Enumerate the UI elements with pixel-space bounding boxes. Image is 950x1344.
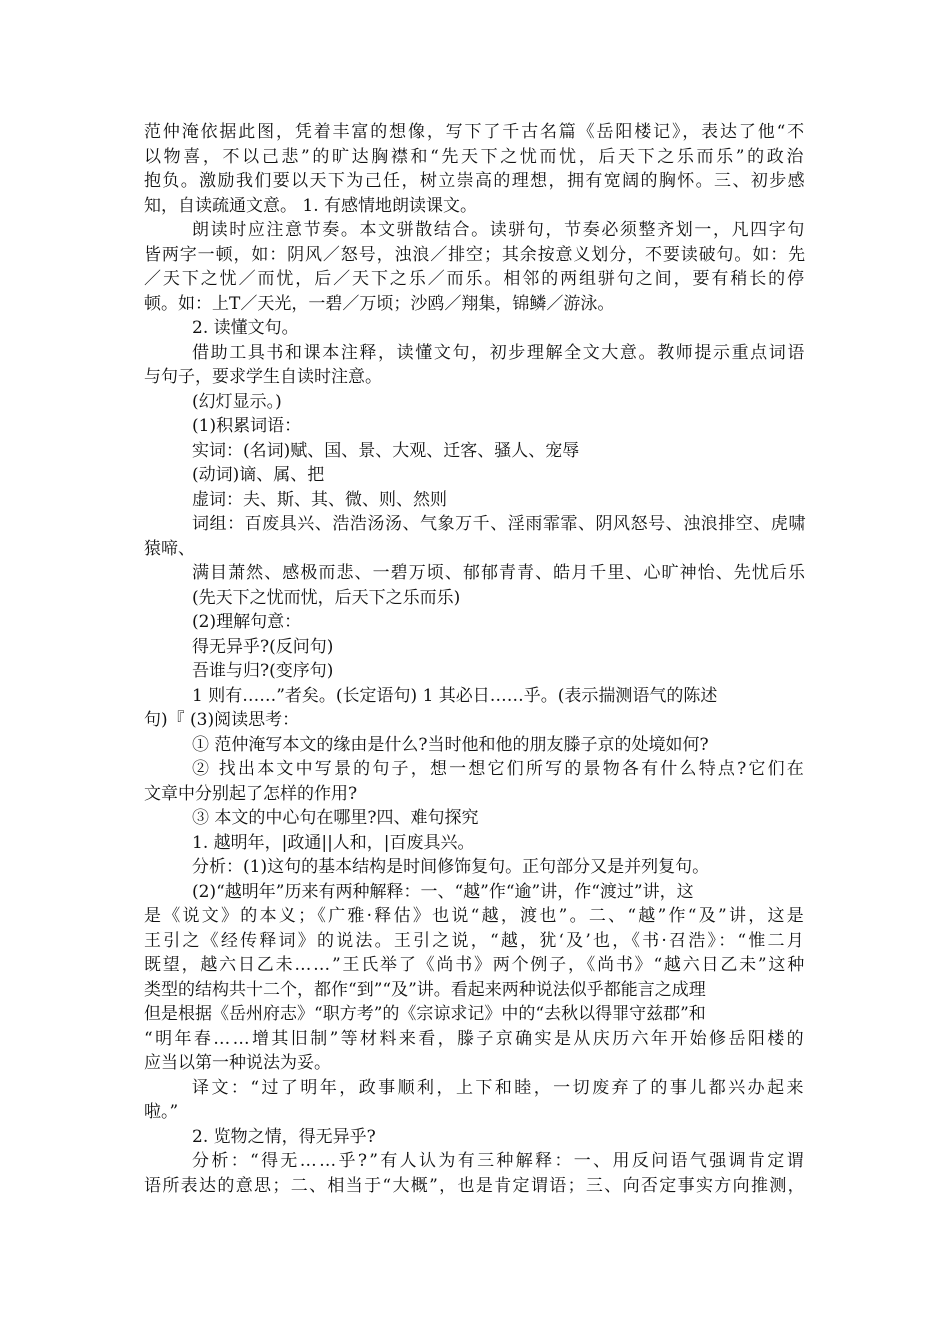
- text-line: (先天下之忧而忧，后天下之乐而乐): [192, 587, 461, 608]
- text-line: ① 范仲淹写本文的缘由是什么?当时他和他的朋友滕子京的处境如何?: [192, 734, 709, 755]
- text-line: “明年春……增其旧制”等材料来看，滕子京确实是从庆历六年开始修岳阳楼的: [144, 1028, 806, 1049]
- text-line: (幻灯显示。): [192, 391, 282, 412]
- text-line: 吾谁与归?(变序句): [192, 661, 334, 681]
- text-line: 类型的结构共十二个，都作“到”“及”讲。看起来两种说法似乎都能言之成理: [144, 979, 706, 1000]
- text-line: 以物喜，不以己悲”的旷达胸襟和“先天下之忧而忧，后天下之乐而乐”的政治: [144, 146, 806, 167]
- text-line: 满目萧然、感极而悲、一碧万顷、郁郁青青、皓月千里、心旷神怡、先忧后乐: [192, 563, 806, 583]
- text-line: 词组：百废具兴、浩浩汤汤、气象万千、淫雨霏霏、阴风怒号、浊浪排空、虎啸: [192, 514, 806, 534]
- text-line: 皆两字一顿，如：阴风／怒号，浊浪／排空；其余按意义划分，不要读破句。如：先: [144, 244, 806, 265]
- text-line: 与句子，要求学生自读时注意。: [144, 367, 382, 387]
- text-line: 2. 读懂文句。: [192, 318, 299, 338]
- text-line: 虚词：夫、斯、其、微、则、然则: [192, 489, 447, 510]
- text-line: 范仲淹依据此图，凭着丰富的想像，写下了千古名篇《岳阳楼记》，表达了他“不: [144, 122, 806, 142]
- text-line: 得无异乎?(反问句): [192, 636, 334, 657]
- text-line: ② 找出本文中写景的句子，想一想它们所写的景物各有什么特点?它们在: [192, 759, 806, 779]
- document-body: [144, 120, 806, 1198]
- text-line: 实词：(名词)赋、国、景、大观、迁客、骚人、宠辱: [192, 440, 580, 461]
- text-line: ／天下之忧／而忧，后／天下之乐／而乐。相邻的两组骈句之间，要有稍长的停: [144, 269, 806, 289]
- text-line: 分析：(1)这句的基本结构是时间修饰复句。正句部分又是并列复句。: [192, 857, 710, 877]
- text-line: ③ 本文的中心句在哪里?四、难句探究: [192, 808, 479, 828]
- text-line: 借助工具书和课本注释，读懂文句，初步理解全文大意。教师提示重点词语: [192, 342, 806, 363]
- text-line: 抱负。激励我们要以天下为己任，树立崇高的理想，拥有宽阔的胸怀。三、初步感: [144, 171, 806, 191]
- text-line: (1)积累词语：: [192, 416, 302, 436]
- text-line: 猿啼、: [144, 538, 195, 559]
- text-line: (动词)谪、属、把: [192, 465, 325, 485]
- text-line: 句)『 (3)阅读思考：: [144, 710, 300, 730]
- text-line: 但是根据《岳州府志》“职方考”的《宗谅求记》中的“去秋以得罪守兹郡”和: [144, 1004, 706, 1024]
- text-line: 应当以第一种说法为妥。: [144, 1053, 331, 1073]
- text-line: (2)“越明年”历来有两种解释：一、“越”作“逾”讲，作“渡过”讲，这: [192, 881, 694, 902]
- text-line: 语所表达的意思；二、相当于“大概”，也是肯定谓语；三、向否定事实方向推测，: [144, 1175, 806, 1196]
- text-line: (2)理解句意：: [192, 612, 302, 632]
- text-line: 文章中分别起了怎样的作用?: [144, 783, 358, 804]
- text-line: 1. 越明年，|政通||人和，|百废具兴。: [192, 832, 475, 853]
- text-line: 知，自读疏通文意。 1. 有感情地朗读课文。: [144, 195, 478, 216]
- text-line: 顿。如：上T／天光，一碧／万顷；沙鸥／翔集，锦鳞／游泳。: [144, 293, 615, 314]
- text-line: 既望，越六日乙未……”王氏举了《尚书》两个例子，《尚书》“越六日乙未”这种: [144, 955, 806, 975]
- text-line: 王引之《经传释词》的说法。王引之说，“越，犹‘及’也，《书·召浩》：“惟二月: [144, 930, 806, 951]
- text-line: 是《说文》的本义；《广雅·释估》也说“越，渡也”。二、“越”作“及”讲，这是: [144, 906, 806, 926]
- text-line: 分析：“得无……乎?”有人认为有三种解释：一、用反问语气强调肯定谓: [192, 1151, 806, 1171]
- text-line: 译文：“过了明年，政事顺利，上下和睦，一切废弃了的事儿都兴办起来: [192, 1077, 806, 1098]
- text-line: 1 则有……”者矣。(长定语句) 1 其必日……乎。(表示揣测语气的陈述: [192, 685, 718, 706]
- text-line: 2. 览物之情，得无异乎?: [192, 1126, 376, 1147]
- text-line: 朗读时应注意节奏。本文骈散结合。读骈句，节奏必须整齐划一，凡四字句: [192, 220, 806, 240]
- text-line: 啦。”: [144, 1102, 179, 1122]
